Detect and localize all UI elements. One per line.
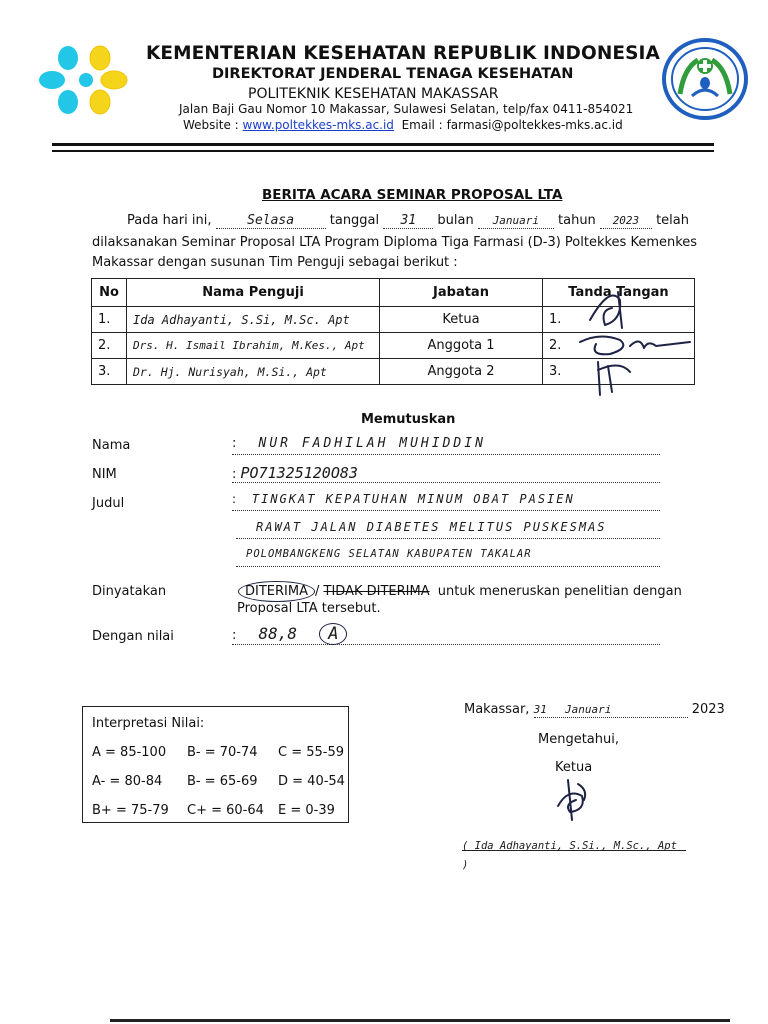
header-rule-thin <box>52 150 714 152</box>
contact-line <box>183 118 623 132</box>
date-value: 31 <box>400 213 417 228</box>
intro-line-3: Makassar dengan susunan Tim Penguji sebagai berikut : <box>92 255 458 270</box>
examiner-name: Ida Adhayanti, S.Si, M.Sc. Apt <box>127 307 380 333</box>
judul-field-2 <box>236 520 660 539</box>
nama-label: Nama <box>92 438 131 453</box>
signatures <box>560 280 710 400</box>
directorate-name: DIREKTORAT JENDERAL TENAGA KESEHATAN <box>212 66 574 82</box>
poltekkes-seal <box>662 38 748 120</box>
ketua-label: Ketua <box>555 760 593 775</box>
judul-line: POLOMBANGKENG SELATAN KABUPATEN TAKALAR <box>246 548 532 560</box>
rejected-option: TIDAK DITERIMA <box>323 584 430 599</box>
email-address: farmasi@poltekkes-mks.ac.id <box>446 118 623 132</box>
grade-cell: D = 40-54 <box>278 774 345 789</box>
institution-name: POLITEKNIK KESEHATAN MAKASSAR <box>248 86 499 102</box>
row-no: 3. <box>92 359 127 385</box>
interpretation-title: Interpretasi Nilai: <box>92 716 205 731</box>
kemenkes-logo <box>38 40 130 120</box>
judul-field-3 <box>236 548 660 567</box>
signature-no: 3. <box>549 364 562 379</box>
chair-name-line <box>462 834 686 871</box>
header-rule-thick <box>52 143 714 146</box>
continuation-text-2: Proposal LTA tersebut. <box>237 601 381 616</box>
address: Jalan Baji Gau Nomor 10 Makassar, Sulawesi Selatan, telp/fax 0411-854021 <box>179 102 634 116</box>
grade-cell: B- = 65-69 <box>187 774 258 789</box>
grade-cell: A = 85-100 <box>92 745 167 760</box>
dinyatakan-label: Dinyatakan <box>92 584 167 599</box>
ministry-name: KEMENTERIAN KESEHATAN REPUBLIK INDONESIA <box>146 43 660 64</box>
intro-line-1 <box>127 213 697 229</box>
examiner-name: Drs. H. Ismail Ibrahim, M.Kes., Apt <box>127 333 380 359</box>
judul-label: Judul <box>92 496 125 511</box>
grade-cell: E = 0-39 <box>278 803 335 818</box>
signature-no: 1. <box>549 312 562 327</box>
intro-text-4: tahun <box>558 213 596 228</box>
signature-2 <box>580 336 690 354</box>
nim-field: : PO71325120O83 <box>232 464 660 483</box>
mengetahui-label: Mengetahui, <box>538 732 619 747</box>
nilai-value: 88,8 <box>258 624 298 643</box>
dinyatakan-line: DITERIMA / TIDAK DITERIMA untuk meneruskan penelitian dengan <box>238 584 682 599</box>
year-value: 2023 <box>612 214 640 227</box>
intro-text-5: telah <box>656 213 689 228</box>
nama-field: : NUR FADHILAH MUHIDDIN <box>232 436 660 455</box>
nim-value: PO71325120O83 <box>240 464 358 482</box>
examiner-role: Ketua <box>380 307 543 333</box>
nilai-label: Dengan nilai <box>92 629 174 644</box>
grade-cell: C+ = 60-64 <box>187 803 264 818</box>
closing-place: Makassar, <box>464 702 530 717</box>
intro-text-2: tanggal <box>329 213 380 228</box>
grade-cell: A- = 80-84 <box>92 774 163 789</box>
intro-line-2: dilaksanakan Seminar Proposal LTA Program Diploma Tiga Farmasi (D-3) Poltekkes Kemenkes <box>92 235 698 250</box>
closing-month: Januari <box>564 703 612 716</box>
day-value: Selasa <box>247 213 295 228</box>
judul-line: TINGKAT KEPATUHAN MINUM OBAT PASIEN <box>251 492 575 506</box>
row-no: 1. <box>92 307 127 333</box>
chair-signature <box>548 770 608 830</box>
row-no: 2. <box>92 333 127 359</box>
email-label: Email : <box>401 118 443 132</box>
signature-3 <box>598 362 630 395</box>
nilai-field: : 88,8 A <box>232 624 660 645</box>
interpretation-box <box>82 706 349 823</box>
closing-day: 31 <box>533 703 547 716</box>
website-link[interactable]: www.poltekkes-mks.ac.id <box>242 118 394 132</box>
col-header-name: Nama Penguji <box>127 279 380 307</box>
grade-value: A <box>319 623 347 645</box>
intro-text-3: bulan <box>437 213 474 228</box>
continuation-text: untuk meneruskan penelitian dengan <box>437 584 682 599</box>
examiner-name: Dr. Hj. Nurisyah, M.Si., Apt <box>127 359 380 385</box>
grade-cell: B- = 70-74 <box>187 745 258 760</box>
col-header-signature: Tanda Tangan <box>543 279 695 307</box>
intro-text-1: Pada hari ini, <box>127 213 212 228</box>
signature-no: 2. <box>549 338 562 353</box>
closing-year: 2023 <box>691 702 725 717</box>
month-value: Januari <box>492 214 540 227</box>
accepted-option: DITERIMA <box>238 581 315 602</box>
nim-label: NIM <box>92 467 117 482</box>
judul-line: RAWAT JALAN DIABETES MELITUS PUSKESMAS <box>256 520 607 534</box>
grade-cell: B+ = 75-79 <box>92 803 169 818</box>
col-header-no: No <box>92 279 127 307</box>
judul-field-1: : TINGKAT KEPATUHAN MINUM OBAT PASIEN <box>232 492 660 511</box>
grade-cell: C = 55-59 <box>278 745 345 760</box>
signature-1 <box>590 292 622 328</box>
website-label: Website : <box>183 118 239 132</box>
page-edge <box>110 1019 730 1022</box>
examiner-role: Anggota 2 <box>380 359 543 385</box>
col-header-role: Jabatan <box>380 279 543 307</box>
nama-value: NUR FADHILAH MUHIDDIN <box>258 436 486 451</box>
chair-name: ( Ida Adhayanti, S.Si., M.Sc., Apt ) <box>462 840 677 871</box>
examiner-role: Anggota 1 <box>380 333 543 359</box>
decision-heading: Memutuskan <box>361 412 456 427</box>
closing-date-line <box>464 702 725 718</box>
document-title: BERITA ACARA SEMINAR PROPOSAL LTA <box>262 187 563 203</box>
